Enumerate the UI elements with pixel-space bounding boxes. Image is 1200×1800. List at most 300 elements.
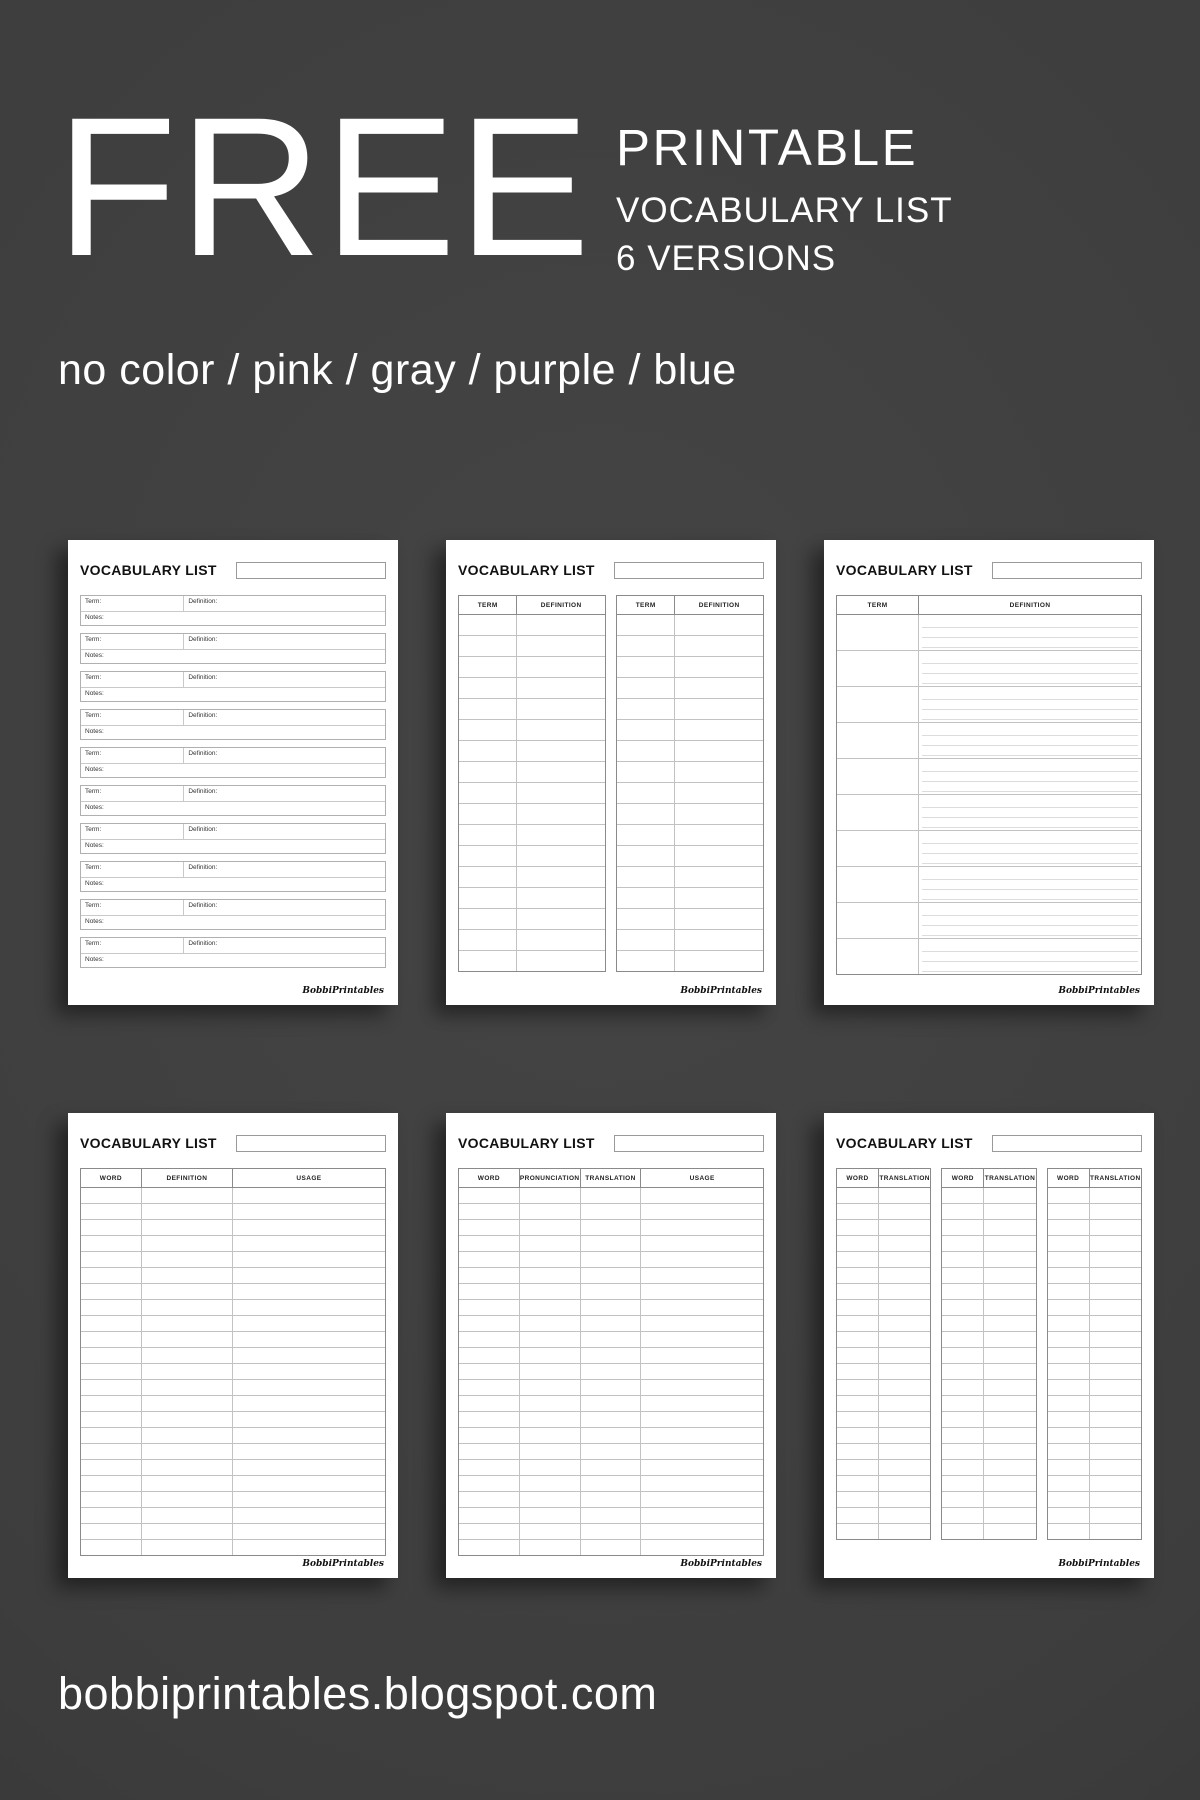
table-cell [984,1332,1035,1347]
table-cell [879,1364,930,1379]
table-cell [1048,1364,1090,1379]
table-cell [919,687,1141,722]
table-cell [675,846,763,866]
table-cell [233,1188,385,1203]
table-row [837,1476,930,1492]
table-cell [879,1268,930,1283]
name-box [992,1135,1142,1152]
notes-label: Notes: [85,880,104,887]
term-cell [81,596,184,611]
header-cell: TERM [837,596,919,614]
table-cell [233,1444,385,1459]
table-cell [142,1380,233,1395]
term-label: Term: [85,788,102,795]
table-cell [520,1284,581,1299]
table-cell [879,1444,930,1459]
table-cell [1048,1396,1090,1411]
definition-label: Definition: [188,750,218,757]
term-definition-row [81,596,385,612]
table-cell [520,1460,581,1475]
table-cell [617,678,675,698]
ruled-line [922,710,1138,720]
notes-cell [81,764,385,777]
table-cell [942,1428,984,1443]
table-cell [142,1220,233,1235]
vocab-entry-block [80,633,386,664]
page-inner [824,540,1154,1005]
table-cell [837,867,919,902]
table-cell [581,1460,642,1475]
table-cell [517,615,605,635]
printable-label: PRINTABLE [616,119,919,176]
table-cell [459,1476,520,1491]
table-cell [984,1220,1035,1235]
vocab-table [80,1168,386,1556]
table-cell [879,1412,930,1427]
term-definition-row [81,786,385,802]
table-cell [617,615,675,635]
page-inner [68,540,398,1005]
table-cell [81,1460,142,1475]
table-cell [142,1364,233,1379]
table-row [459,1316,763,1332]
table-cell [641,1300,763,1315]
table-cell [581,1316,642,1331]
table-cell [641,1428,763,1443]
table-row [1048,1204,1141,1220]
table-cell [142,1332,233,1347]
table-cell [581,1364,642,1379]
table-row [617,804,763,825]
table-cell [520,1412,581,1427]
table-cell [520,1444,581,1459]
table-cell [617,909,675,929]
ruled-line [922,664,1138,674]
template-page-4 [68,1113,398,1578]
table-cell [942,1188,984,1203]
table-cell [142,1444,233,1459]
table-cell [675,762,763,782]
table-cell [837,1380,879,1395]
table-row [942,1444,1035,1460]
page-body [836,595,1142,975]
term-definition-row [81,900,385,916]
table-cell [1048,1476,1090,1491]
table-cell [984,1396,1035,1411]
table-cell [517,741,605,761]
table-row [81,1300,385,1316]
table-row [459,1348,763,1364]
definition-label: Definition: [188,674,218,681]
table-row [81,1220,385,1236]
table-row [837,1316,930,1332]
table-row [459,825,605,846]
table-row [1048,1332,1141,1348]
table-cell [81,1332,142,1347]
table-row [837,1380,930,1396]
table-row [837,1188,930,1204]
table-row [837,1204,930,1220]
table-row [942,1508,1035,1524]
table-row [837,1220,930,1236]
vocab-table [836,1168,931,1540]
ruled-line [922,700,1138,710]
table-cell [520,1204,581,1219]
term-cell [81,824,184,839]
table-cell [919,723,1141,758]
table-cell [1048,1428,1090,1443]
table-cell [617,636,675,656]
table-cell [984,1412,1035,1427]
table-header-row [1048,1169,1141,1188]
table-row [1048,1412,1141,1428]
notes-label: Notes: [85,918,104,925]
tables-wrap [80,1168,386,1556]
ruled-line [922,870,1138,880]
term-label: Term: [85,826,102,833]
table-row [617,888,763,909]
table-cell [1090,1268,1141,1283]
ruled-line [922,890,1138,900]
header-cell: TRANSLATION [984,1174,1036,1182]
ruled-line [922,926,1138,936]
notes-label: Notes: [85,614,104,621]
ruled-line [922,782,1138,792]
term-label: Term: [85,712,102,719]
table-cell [1090,1236,1141,1251]
table-row [1048,1508,1141,1524]
table-cell [581,1284,642,1299]
table-cell [617,657,675,677]
table-row [617,930,763,951]
table-cell [641,1332,763,1347]
table-cell [517,846,605,866]
table-cell [517,867,605,887]
table-row [837,1444,930,1460]
table-cell [517,909,605,929]
table-cell [942,1412,984,1427]
tables-wrap [458,595,764,972]
table-cell [142,1316,233,1331]
table-cell [675,909,763,929]
table-cell [879,1236,930,1251]
table-cell [459,1252,520,1267]
definition-cell [184,710,385,725]
table-row [617,720,763,741]
table-cell [984,1364,1035,1379]
table-row [459,888,605,909]
table-cell [459,1508,520,1523]
table-cell [1048,1460,1090,1475]
table-cell [581,1412,642,1427]
table-cell [879,1220,930,1235]
table-cell [459,1348,520,1363]
table-cell [617,888,675,908]
table-cell [142,1252,233,1267]
table-cell [837,1252,879,1267]
table-row [942,1204,1035,1220]
table-cell [233,1348,385,1363]
ruled-line [922,942,1138,952]
table-cell [942,1300,984,1315]
table-row [942,1284,1035,1300]
term-label: Term: [85,598,102,605]
ruled-line [922,772,1138,782]
vocab-entry-block [80,671,386,702]
table-cell [617,867,675,887]
table-cell [984,1476,1035,1491]
table-cell [233,1284,385,1299]
table-cell [919,795,1141,830]
table-cell [837,903,919,938]
table-row [837,1396,930,1412]
table-cell [1090,1476,1141,1491]
term-cell [81,672,184,687]
table-row [459,636,605,657]
table-row [459,1492,763,1508]
table-row [459,615,605,636]
table-cell [459,909,517,929]
table-cell [984,1428,1035,1443]
table-row [81,1268,385,1284]
table-row [81,1524,385,1540]
table-cell [520,1332,581,1347]
table-cell [233,1396,385,1411]
table-cell [520,1380,581,1395]
table-cell [641,1540,763,1555]
page-inner [68,1113,398,1578]
term-definition-row [81,672,385,688]
table-row [459,762,605,783]
table-cell [1048,1332,1090,1347]
table-cell [233,1460,385,1475]
table-row [1048,1460,1141,1476]
table-cell [617,699,675,719]
term-label: Term: [85,636,102,643]
term-definition-row [81,862,385,878]
table-cell [81,1204,142,1219]
notes-cell [81,840,385,853]
table-cell [675,699,763,719]
table-cell [81,1236,142,1251]
header-cell: TRANSLATION [1090,1174,1141,1182]
notes-cell [81,954,385,967]
table-row [837,1300,930,1316]
table-row [1048,1428,1141,1444]
headline-right-block [616,120,953,280]
table-cell [581,1396,642,1411]
table-row [1048,1300,1141,1316]
table-cell [520,1188,581,1203]
table-cell [879,1492,930,1507]
table-cell [641,1380,763,1395]
header-cell: DEFINITION [540,601,582,609]
table-cell [837,651,919,686]
definition-cell [184,786,385,801]
table-cell [919,759,1141,794]
versions-label: 6 VERSIONS [616,239,837,279]
table-cell [459,1460,520,1475]
table-cell [1048,1236,1090,1251]
table-row [81,1204,385,1220]
table-row [837,903,1141,939]
table-row [459,1540,763,1555]
definition-cell [184,900,385,915]
table-row [81,1236,385,1252]
table-row [837,1284,930,1300]
table-row [81,1332,385,1348]
page-body [80,595,386,968]
table-cell [520,1348,581,1363]
table-header-row [942,1169,1035,1188]
table-cell [1090,1444,1141,1459]
table-row [81,1252,385,1268]
page-header [836,560,1142,580]
table-cell [984,1444,1035,1459]
table-cell [459,951,517,971]
table-row [459,1236,763,1252]
table-cell [641,1348,763,1363]
table-row [81,1348,385,1364]
definition-cell [184,862,385,877]
table-cell [233,1220,385,1235]
table-row [1048,1316,1141,1332]
brand-signature: BobbiPrintables [680,986,762,996]
table-row [1048,1364,1141,1380]
ruled-line [922,746,1138,756]
header-cell: PRONUNCIATION [520,1169,581,1187]
table-cell [641,1364,763,1379]
table-row [459,1252,763,1268]
ruled-line [922,844,1138,854]
table-cell [1090,1188,1141,1203]
table-cell [942,1476,984,1491]
table-row [837,1508,930,1524]
table-cell [581,1444,642,1459]
table-cell [617,783,675,803]
table-cell [879,1508,930,1523]
table-row [942,1316,1035,1332]
table-cell [1048,1316,1090,1331]
table-row [837,867,1141,903]
table-cell [142,1492,233,1507]
notes-cell [81,916,385,929]
table-cell [517,951,605,971]
ruled-line [922,618,1138,628]
page-body [458,1168,764,1556]
table-cell [675,804,763,824]
term-cell [81,900,184,915]
table-cell [233,1412,385,1427]
table-row [81,1316,385,1332]
definition-label: Definition: [188,788,218,795]
notes-cell [81,688,385,701]
table-row [617,783,763,804]
template-page-2 [446,540,776,1005]
header-cell: DEFINITION [1009,601,1051,609]
table-row [459,1332,763,1348]
table-cell [1048,1284,1090,1299]
definition-cell [184,824,385,839]
table-cell [81,1412,142,1427]
table-cell [984,1252,1035,1267]
table-cell [459,804,517,824]
table-row [1048,1188,1141,1204]
table-cell [942,1364,984,1379]
table-cell [142,1460,233,1475]
table-cell [984,1460,1035,1475]
definition-label: Definition: [188,712,218,719]
table-cell [641,1524,763,1539]
table-cell [459,1428,520,1443]
site-url: bobbiprintables.blogspot.com [58,1668,658,1719]
table-row [459,1508,763,1524]
table-cell [942,1332,984,1347]
table-cell [1090,1396,1141,1411]
term-cell [81,862,184,877]
table-cell [1048,1220,1090,1235]
table-cell [1048,1524,1090,1539]
vocab-entry-block [80,747,386,778]
table-cell [675,930,763,950]
header-cell: USAGE [296,1174,322,1182]
header-cell: DEFINITION [142,1169,233,1187]
table-cell [879,1380,930,1395]
table-cell [837,1204,879,1219]
table-cell [1048,1380,1090,1395]
table-cell [942,1268,984,1283]
ruled-line [922,962,1138,972]
table-cell [675,867,763,887]
table-header-row [459,1169,763,1188]
page-header [836,1133,1142,1153]
table-cell [459,699,517,719]
page-inner [446,1113,776,1578]
table-row [81,1476,385,1492]
table-row [617,951,763,971]
table-cell [459,636,517,656]
table-cell [837,1428,879,1443]
table-cell [233,1364,385,1379]
notes-label: Notes: [85,652,104,659]
table-header-row [837,1169,930,1188]
table-cell [459,678,517,698]
table-row [942,1412,1035,1428]
table-cell [837,615,919,650]
table-row [942,1396,1035,1412]
table-cell [81,1348,142,1363]
table-cell [233,1300,385,1315]
table-row [459,1300,763,1316]
table-cell [837,723,919,758]
table-cell [1090,1300,1141,1315]
vocab-entry-block [80,899,386,930]
ruled-line [922,818,1138,828]
table-row [459,930,605,951]
table-row [837,1428,930,1444]
table-row [617,699,763,720]
definition-label: Definition: [188,864,218,871]
table-cell [1048,1188,1090,1203]
table-cell [837,1444,879,1459]
table-row [837,723,1141,759]
table-row [459,1204,763,1220]
table-cell [233,1332,385,1347]
table-row [617,762,763,783]
ruled-line [922,880,1138,890]
table-cell [617,825,675,845]
table-cell [641,1444,763,1459]
